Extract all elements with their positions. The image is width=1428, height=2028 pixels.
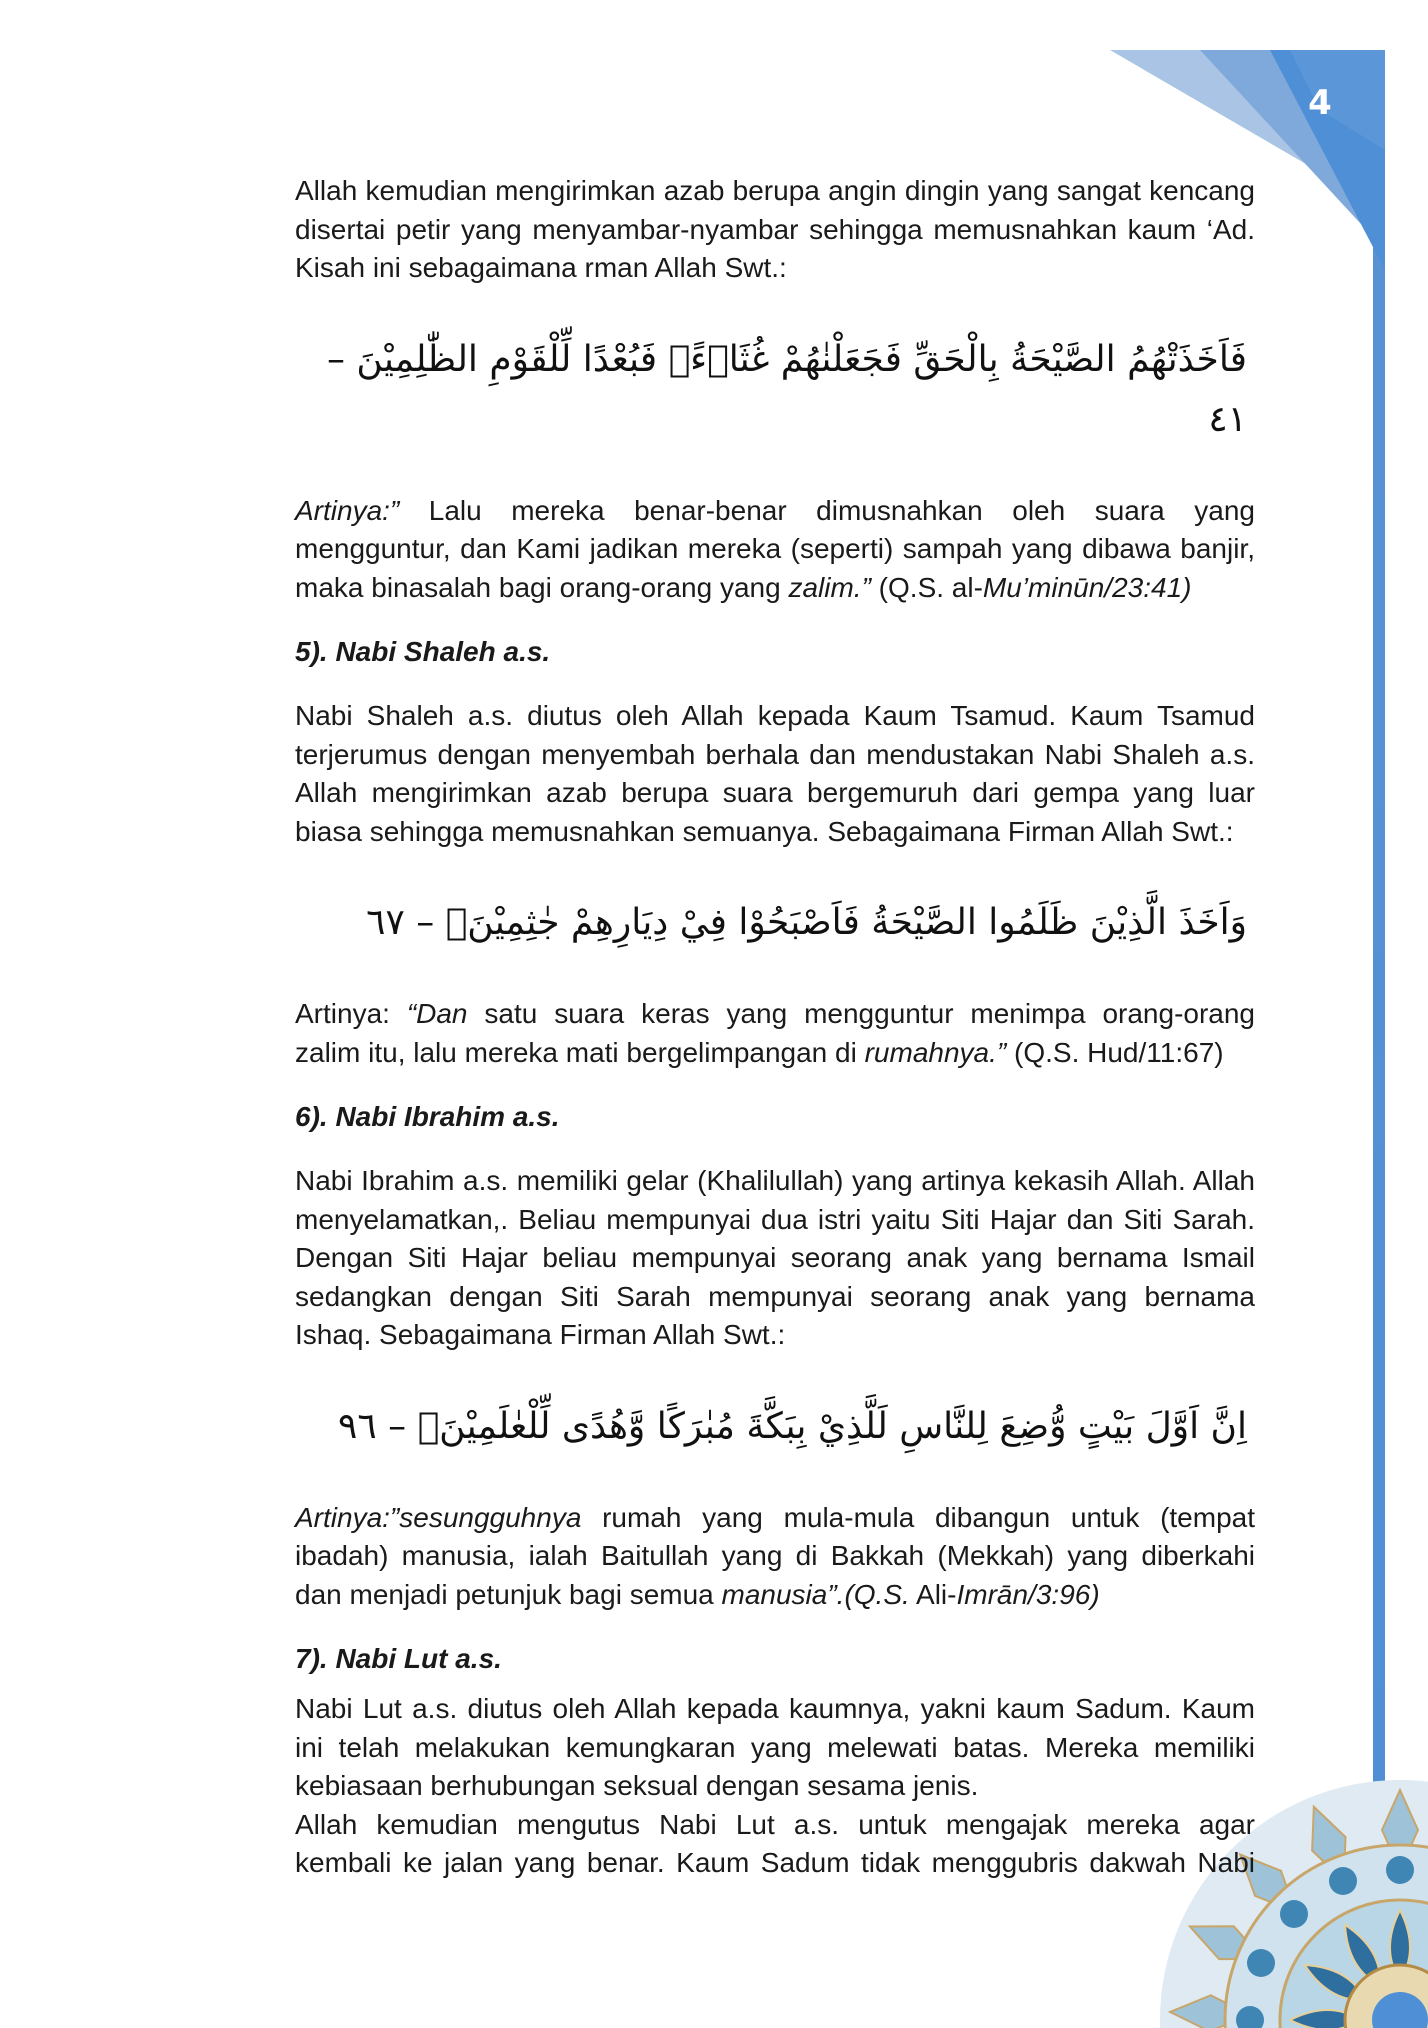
- paragraph-kaum-ad: Allah kemudian mengirimkan azab berupa angin dingin yang sangat kencang disertai petir yang menyambar-nyambar sehingga memusnahkan kaum ‘Ad. Kisah ini sebagaimana rman Allah Swt.:: [295, 175, 1255, 283]
- paragraph-nabi-lut-2: Allah kemudian mengutus Nabi Lut a.s. untuk mengajak mereka agar kembali ke jalan yang benar. Kaum Sadum tidak menggubris dakwah Nabi: [295, 1808, 1255, 1878]
- paragraph-nabi-shaleh: Nabi Shaleh a.s. diutus oleh Allah kepada Kaum Tsamud. Kaum Tsamud terjerumus dengan menyembah berhala dan mendustakan Nabi Shaleh a.s. Allah mengirimkan azab berupa suara bergemuruh dari gempa yang luar biasa sehingga memusnahkan semuanya. Sebagaimana Firman Allah Swt.:: [295, 700, 1255, 847]
- heading-nabi-shaleh: 5). Nabi Shaleh a.s.: [295, 636, 551, 667]
- page-content: [295, 172, 1255, 1883]
- heading-nabi-ibrahim: 6). Nabi Ibrahim a.s.: [295, 1101, 560, 1132]
- quran-verse-23-41: فَاَخَذَتْهُمُ الصَّيْحَةُ بِالْحَقِّ فَجَعَلْنٰهُمْ غُثَاۤءًۚ فَبُعْدًا لِّلْقَوْمِ الظّٰلِمِيْنَ – ٤١: [326, 338, 1247, 440]
- translation-3-96: Artinya:”sesungguhnya rumah yang mula-mula dibangun untuk (tempat ibadah) manusia, ialah Baitullah yang di Bakkah (Mekkah) yang diberkahi dan menjadi petunjuk bagi semua manusia”.(Q.S. Ali-Imrān/3:96): [295, 1501, 1255, 1610]
- quran-verse-3-96: اِنَّ اَوَّلَ بَيْتٍ وُّضِعَ لِلنَّاسِ لَلَّذِيْ بِبَكَّةَ مُبٰرَكًا وَّهُدًى لِّلْعٰلَمِيْنَۚ – ٩٦: [338, 1405, 1247, 1447]
- translation-23-41: Artinya:” Lalu mereka benar-benar dimusnahkan oleh suara yang mengguntur, dan Kami jadikan mereka (seperti) sampah yang dibawa banjir, maka binasalah bagi orang-orang yang zalim.” (Q.S. al-Mu’minūn/23:41): [295, 494, 1255, 603]
- translation-11-67: Artinya: “Dan satu suara keras yang mengguntur menimpa orang-orang zalim itu, lalu mereka mati bergelimpangan di rumahnya.” (Q.S. Hud/11:67): [295, 998, 1256, 1068]
- page-number: 4: [1308, 83, 1332, 123]
- heading-nabi-lut: 7). Nabi Lut a.s.: [295, 1643, 502, 1674]
- page-edge-strip: [1373, 50, 1385, 1900]
- paragraph-nabi-lut-1: Nabi Lut a.s. diutus oleh Allah kepada kaumnya, yakni kaum Sadum. Kaum ini telah melakukan kemungkaran yang melewati batas. Mereka memiliki kebiasaan berhubungan seksual dengan sesama jenis.: [295, 1693, 1255, 1801]
- paragraph-nabi-ibrahim: Nabi Ibrahim a.s. memiliki gelar (Khalilullah) yang artinya kekasih Allah. Allah menyelamatkan,. Beliau mempunyai dua istri yaitu Siti Hajar dan Siti Sarah. Dengan Siti Hajar beliau mempunyai seorang anak yang bernama Ismail sedangkan dengan Siti Sarah mempunyai seorang anak yang bernama Ishaq. Sebagaimana Firman Allah Swt.:: [295, 1165, 1255, 1350]
- quran-verse-11-67: وَاَخَذَ الَّذِيْنَ ظَلَمُوا الصَّيْحَةُ فَاَصْبَحُوْا فِيْ دِيَارِهِمْ جٰثِمِيْنَۙ – ٦٧: [366, 902, 1247, 943]
